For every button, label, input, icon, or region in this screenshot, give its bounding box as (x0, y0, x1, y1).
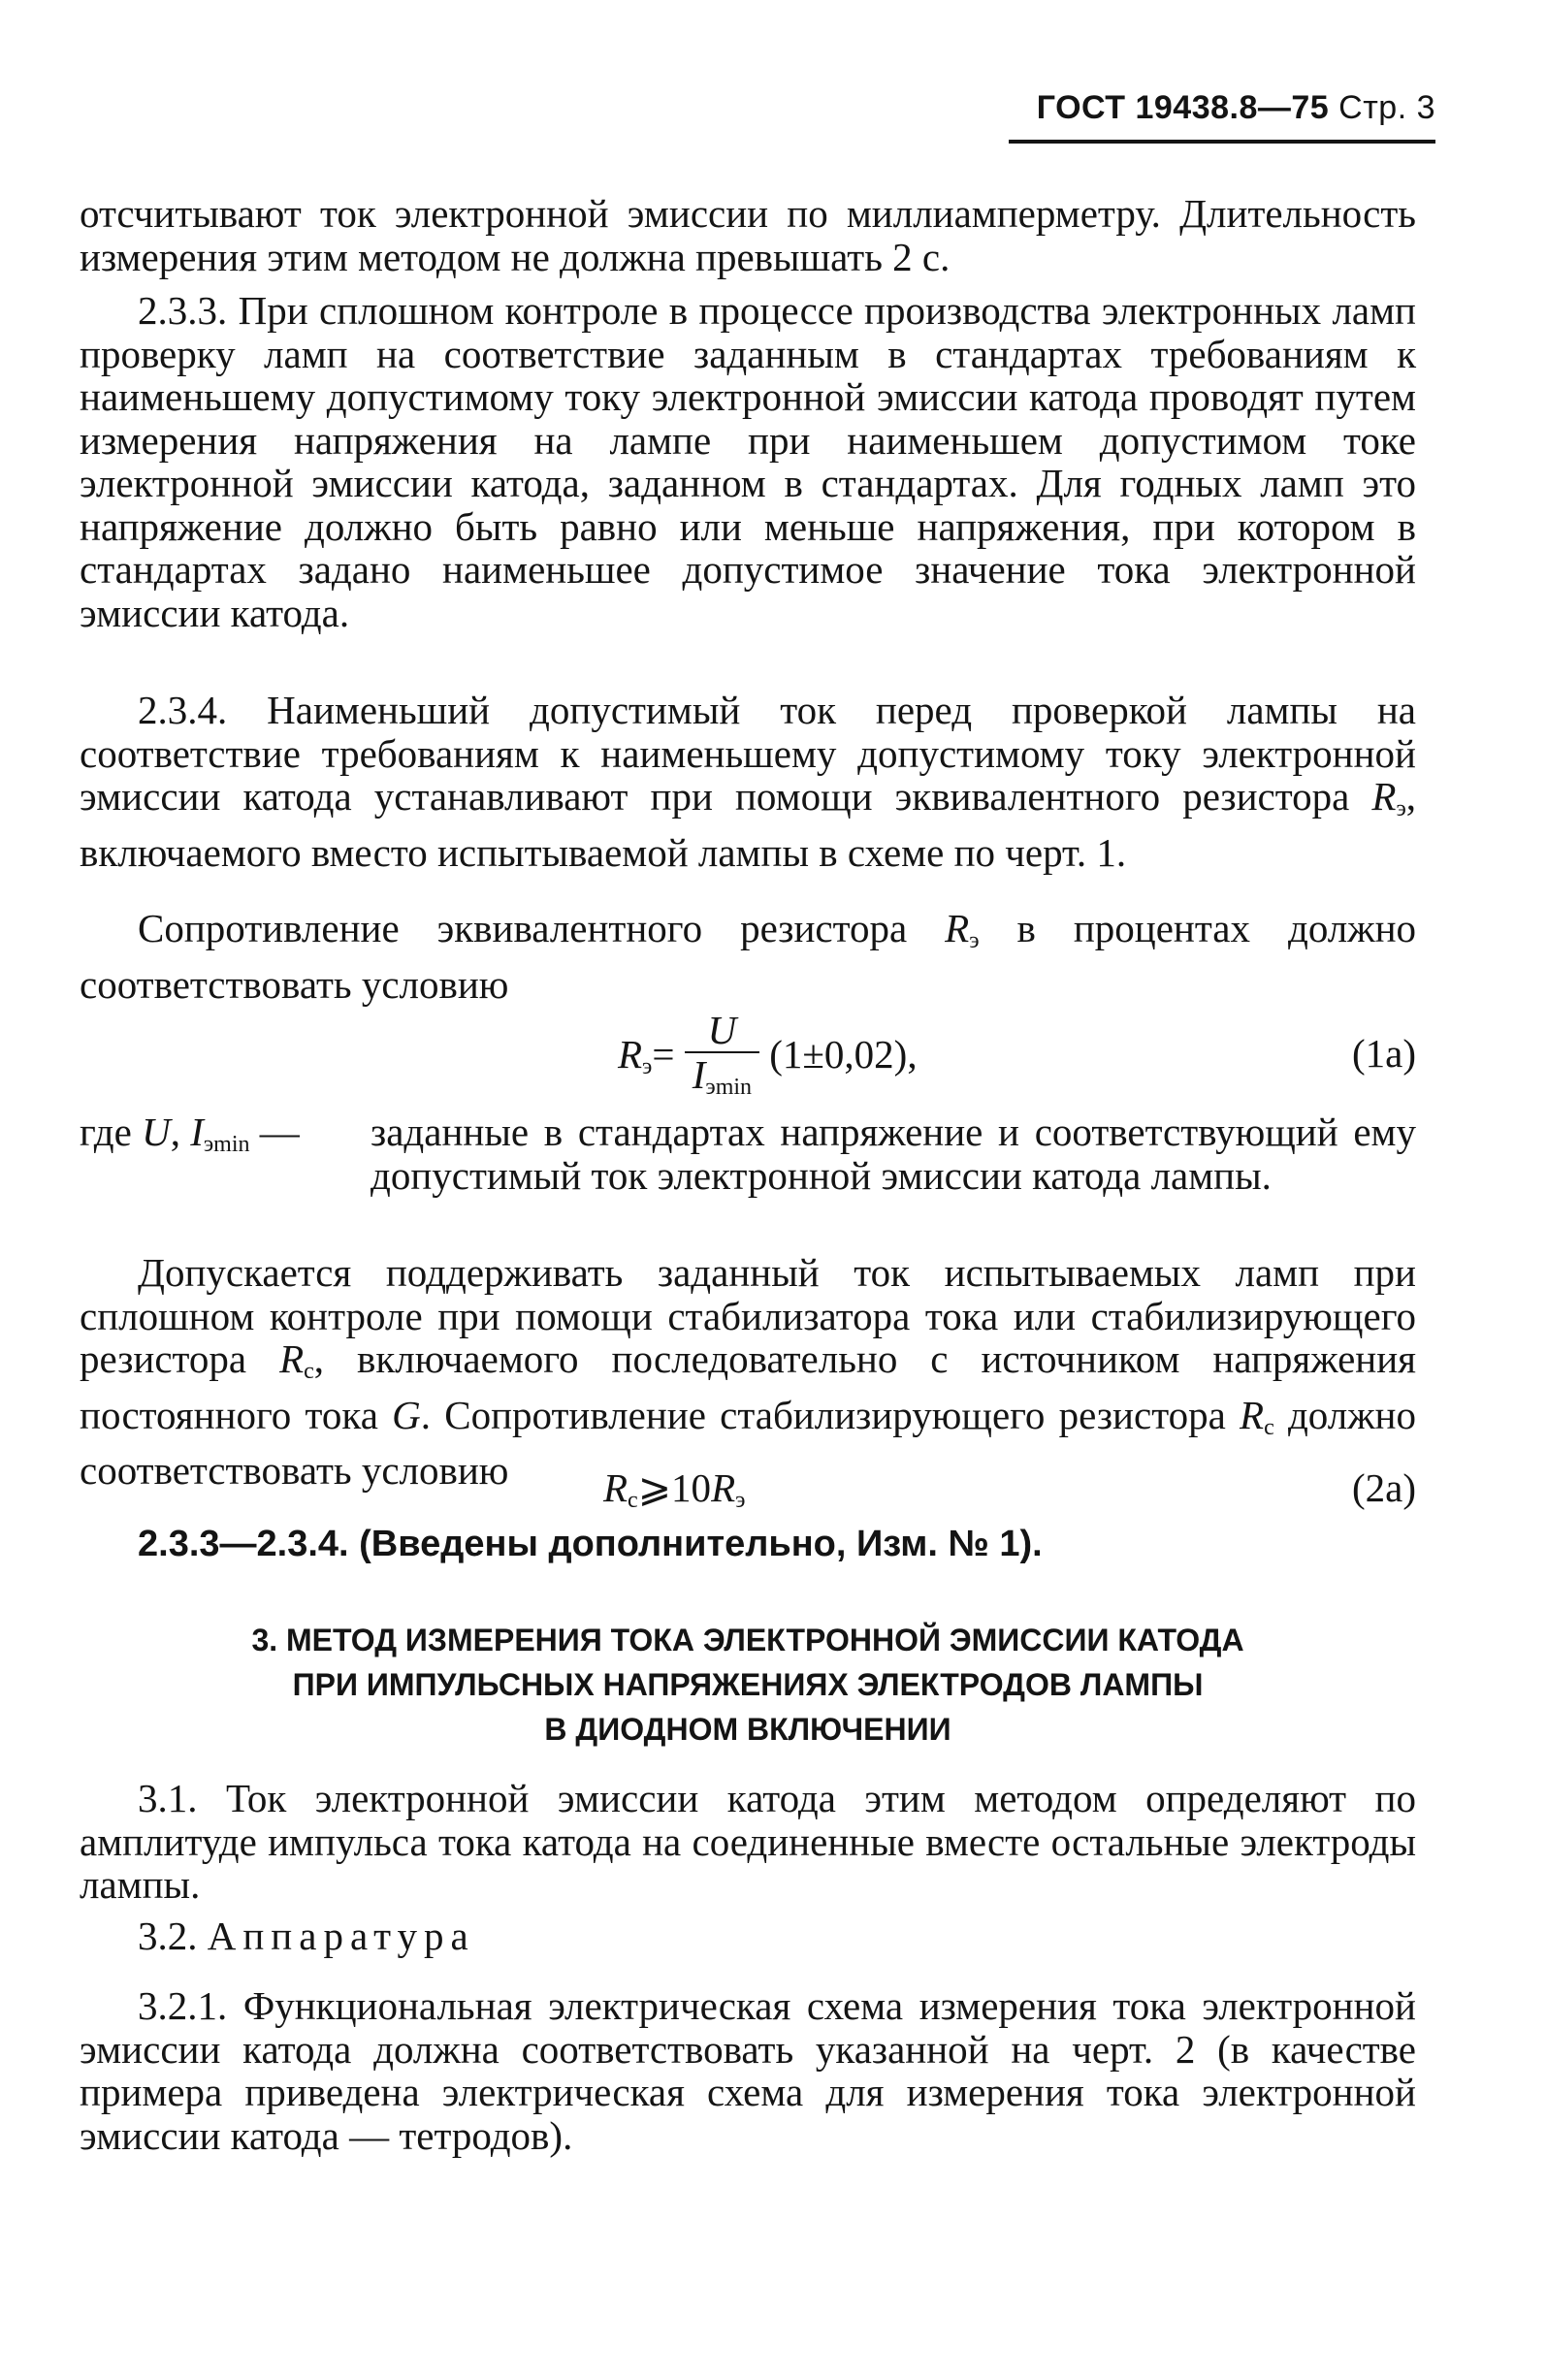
formula-1a (80, 1008, 1416, 1100)
paragraph-resistance-text-a: Сопротивление эквивалентного резистора (138, 906, 908, 950)
where-description: заданные в стандартах напряжение и соответствующий ему допустимый ток электронной эмиссии катода лампы. (371, 1110, 1416, 1198)
symbol-r: R (279, 1336, 305, 1381)
paragraph-resistance-text-b: в процентах должно соответствовать условию (80, 906, 1417, 1007)
symbol-r: R (1240, 1392, 1265, 1437)
where-symbol-i: I (190, 1110, 204, 1154)
symbol-r: R (945, 906, 970, 950)
page-number: Стр. 3 (1338, 89, 1435, 126)
denominator-sub: эmin (705, 1075, 753, 1100)
page-header (1009, 89, 1435, 127)
gost-number: ГОСТ 19438.8—75 (1036, 89, 1330, 126)
where-label (80, 1110, 300, 1167)
formula-lhs-sub: э (642, 1053, 653, 1079)
section-3-2-number: 3.2. (138, 1914, 198, 1958)
formula-rhs-symbol: R (711, 1465, 736, 1510)
formula-rhs-sub: э (735, 1488, 746, 1513)
paragraph-3-2 (80, 1914, 1416, 1958)
symbol-g: G (392, 1392, 421, 1437)
paragraph-3-2-1: 3.2.1. Функциональная электрическая схема измерения тока электронной эмиссии катода должна соответствовать указанной на черт. 2 (в качестве примера приведена электрическая схема для измерения тока электронной эмиссии катода — тетродов). (80, 1983, 1416, 2158)
symbol-sub: с (1264, 1414, 1274, 1440)
equation-number-1a: (1а) (1351, 1031, 1416, 1076)
section-3-title (80, 1618, 1416, 1752)
paragraph-3-1: 3.1. Ток электронной эмиссии катода этим методом определяют по амплитуде импульса тока катода на соединенные вместе остальные электроды лампы. (80, 1776, 1416, 1907)
where-word: где (80, 1110, 143, 1154)
header-rule (1009, 140, 1435, 144)
symbol-sub: э (969, 928, 980, 953)
formula-lhs-sub: с (628, 1488, 638, 1513)
where-comma: , (170, 1110, 191, 1154)
denominator-symbol: I (692, 1052, 706, 1097)
stabilizer-text-b: , включаемого последовательно с источником напряжения постоянного тока (80, 1336, 1417, 1437)
formula-lhs-symbol: R (603, 1465, 628, 1510)
formula-fraction (685, 1009, 759, 1109)
section-3-title-line-1: 3. МЕТОД ИЗМЕРЕНИЯ ТОКА ЭЛЕКТРОННОЙ ЭМИССИИ КАТОДА (251, 1623, 1244, 1657)
symbol-r: R (1371, 774, 1397, 819)
paragraph-stabilizer (80, 1251, 1416, 1493)
formula-denominator (685, 1053, 759, 1109)
equation-number-2a: (2а) (1351, 1465, 1416, 1510)
formula-numerator (685, 1009, 759, 1053)
section-3-title-line-3: В ДИОДНОМ ВКЛЮЧЕНИИ (544, 1712, 951, 1747)
section-3-title-line-2: ПРИ ИМПУЛЬСНЫХ НАПРЯЖЕНИЯХ ЭЛЕКТРОДОВ ЛАМПЫ (292, 1667, 1204, 1702)
where-clause (80, 1110, 1416, 1246)
paragraph-2-3-4-text-b: , включаемого вместо испытываемой лампы в схеме по черт. 1. (80, 774, 1416, 875)
formula-relation: ⩾10 (637, 1465, 712, 1510)
stabilizer-text-a: Допускается поддерживать заданный ток испытываемых ламп при сплошном контроле при помощи стабилизатора тока или стабилизирующего резистора (80, 1250, 1416, 1381)
where-dash: — (249, 1110, 300, 1154)
amendment-note: 2.3.3—2.3.4. (Введены дополнительно, Изм. № 1). (138, 1524, 1043, 1564)
stabilizer-text-d: должно соответствовать условию (80, 1392, 1416, 1493)
formula-factor: (1±0,02), (769, 1031, 918, 1077)
where-symbol-sub: эmin (203, 1132, 250, 1157)
formula-lhs-symbol: R (618, 1031, 643, 1077)
paragraph-intro: отсчитывают ток электронной эмиссии по миллиамперметру. Длительность измерения этим методом не должна превышать 2 с. (80, 191, 1416, 279)
paragraph-2-3-4-text-a: 2.3.4. Наименьший допустимый ток перед проверкой лампы на соответствие требованиям к наименьшему допустимому току электронной эмиссии катода устанавливают при помощи эквивалентного резистора (80, 688, 1416, 819)
section-3-2-title: Аппаратура (207, 1914, 475, 1958)
symbol-sub: э (1396, 796, 1406, 821)
paragraph-2-3-4 (80, 689, 1416, 874)
formula-equals: = (652, 1031, 675, 1077)
paragraph-2-3-3: 2.3.3. При сплошном контроле в процессе производства электронных ламп проверку ламп на соответствие заданным в стандартах требованиям к наименьшему допустимому току электронной эмиссии катода проводят путем измерения напряжения на лампе при наименьшем допустимом токе электронной эмиссии катода, заданном в стандартах. Для годных ламп это напряжение должно быть равно или меньше напряжения, при котором в стандартах задано наименьшее допустимое значение тока электронной эмиссии катода. (80, 288, 1416, 635)
formula-2a (80, 1466, 1416, 1511)
numerator-symbol: U (707, 1008, 737, 1052)
stabilizer-text-c: . Сопротивление стабилизирующего резистора (420, 1392, 1226, 1437)
where-symbol-u: U (142, 1110, 171, 1154)
paragraph-resistance (80, 907, 1416, 1006)
symbol-sub: с (304, 1359, 314, 1384)
